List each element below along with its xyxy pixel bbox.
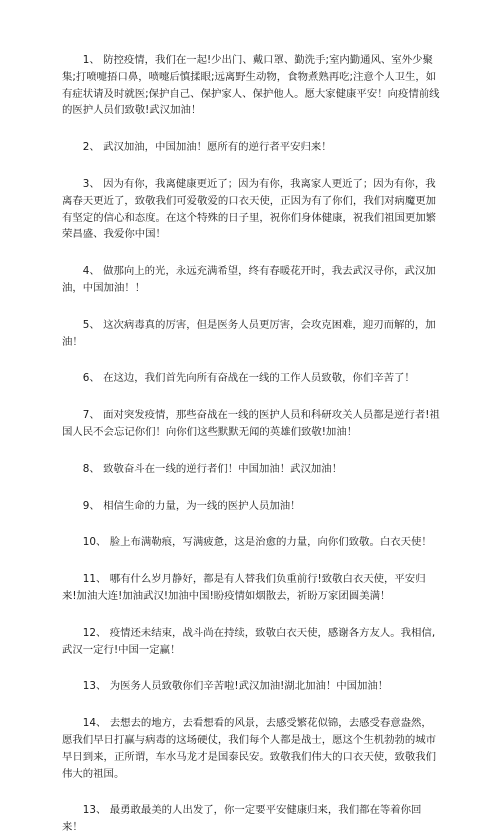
paragraph-7: 7、 面对突发疫情，那些奋战在一线的医护人员和科研攻关人员都是逆行者!祖国人民不会忘记你们！向你们这些默默无闻的英雄们致敬!加油！	[62, 409, 440, 438]
paragraph-3: 3、 因为有你，我离健康更近了；因为有你，我离家人更近了；因为有你，我离春天更近了，致敬我们可爱敬爱的口衣天使，正因为有了你们，我们对病魔更加有坚定的信心和态度。在这个特殊的日子里，祝你们身体健康，祝我们祖国更加繁荣昌盛、我爱你中国！	[62, 177, 437, 241]
paragraph-6: 6、 在这边，我们首先向所有奋战在一线的工作人员致敬，你们辛苦了！	[82, 372, 415, 385]
paragraph-1: 1、 防控疫情，我们在一起!少出门、戴口罩、勤洗手;室内勤通风、室外少聚集;打喷嚏捂口鼻，喷嚏后慎揉眼;远离野生动物，食物煮熟再吃;注意个人卫生，如有症状请及时就医;保护自己、保护家人、保护他人。愿大家健康平安！向疫情前线的医护人员们致敬!武汉加油！	[62, 54, 440, 117]
paragraph-5: 5、 这次病毒真的厉害，但是医务人员更厉害，会攻克困难，迎刃而解的，加油！	[62, 318, 436, 348]
paragraph-2: 2、 武汉加油，中国加油！愿所有的逆行者平安归来！	[82, 141, 332, 154]
paragraph-15: 13、 最勇敢最美的人出发了，你一定要平安健康归来，我们都在等着你回来！	[62, 804, 422, 834]
paragraph-11: 11、 哪有什么岁月静好，都是有人替我们负重前行!致敬白衣天使，平安归来!加油大连!加油武汉!加油中国!盼疫情如烟散去，祈盼万家团圆美满！	[62, 573, 426, 602]
paragraph-9: 9、 相信生命的力量，为一线的医护人员加油！	[82, 499, 301, 512]
paragraph-13: 13、 为医务人员致敬你们辛苦啦!武汉加油!湖北加油！中国加油！	[82, 680, 389, 693]
paragraph-8: 8、 致敬奋斗在一线的逆行者们！中国加油！武汉加油！	[82, 462, 343, 475]
paragraph-10: 10、 脸上布满勒痕，写满疲惫，这是治愈的力量，向你们致敬。白衣天使！	[82, 536, 432, 549]
paragraph-4: 4、 做那向上的光，永远充满希望，终有春暖花开时，我去武汉寻你，武汉加油，中国加油！！	[62, 265, 436, 294]
paragraph-14: 14、 去想去的地方，去看想看的风景，去感受繁花似锦，去感受春意盎然，愿我们早日打赢与病毒的这场硬仗，我们每个人都是战士，愿这个生机勃勃的城市早日到来，正所谓，车水马龙才是国泰民安。致敬我们伟大的口衣天使，致敬我们伟大的祖国。	[62, 717, 437, 780]
paragraph-12: 12、 疫情还未结束，战斗尚在持续，致敬白衣天使，感谢各方友人。我相信,武汉一定行!中国一定赢！	[62, 626, 436, 656]
